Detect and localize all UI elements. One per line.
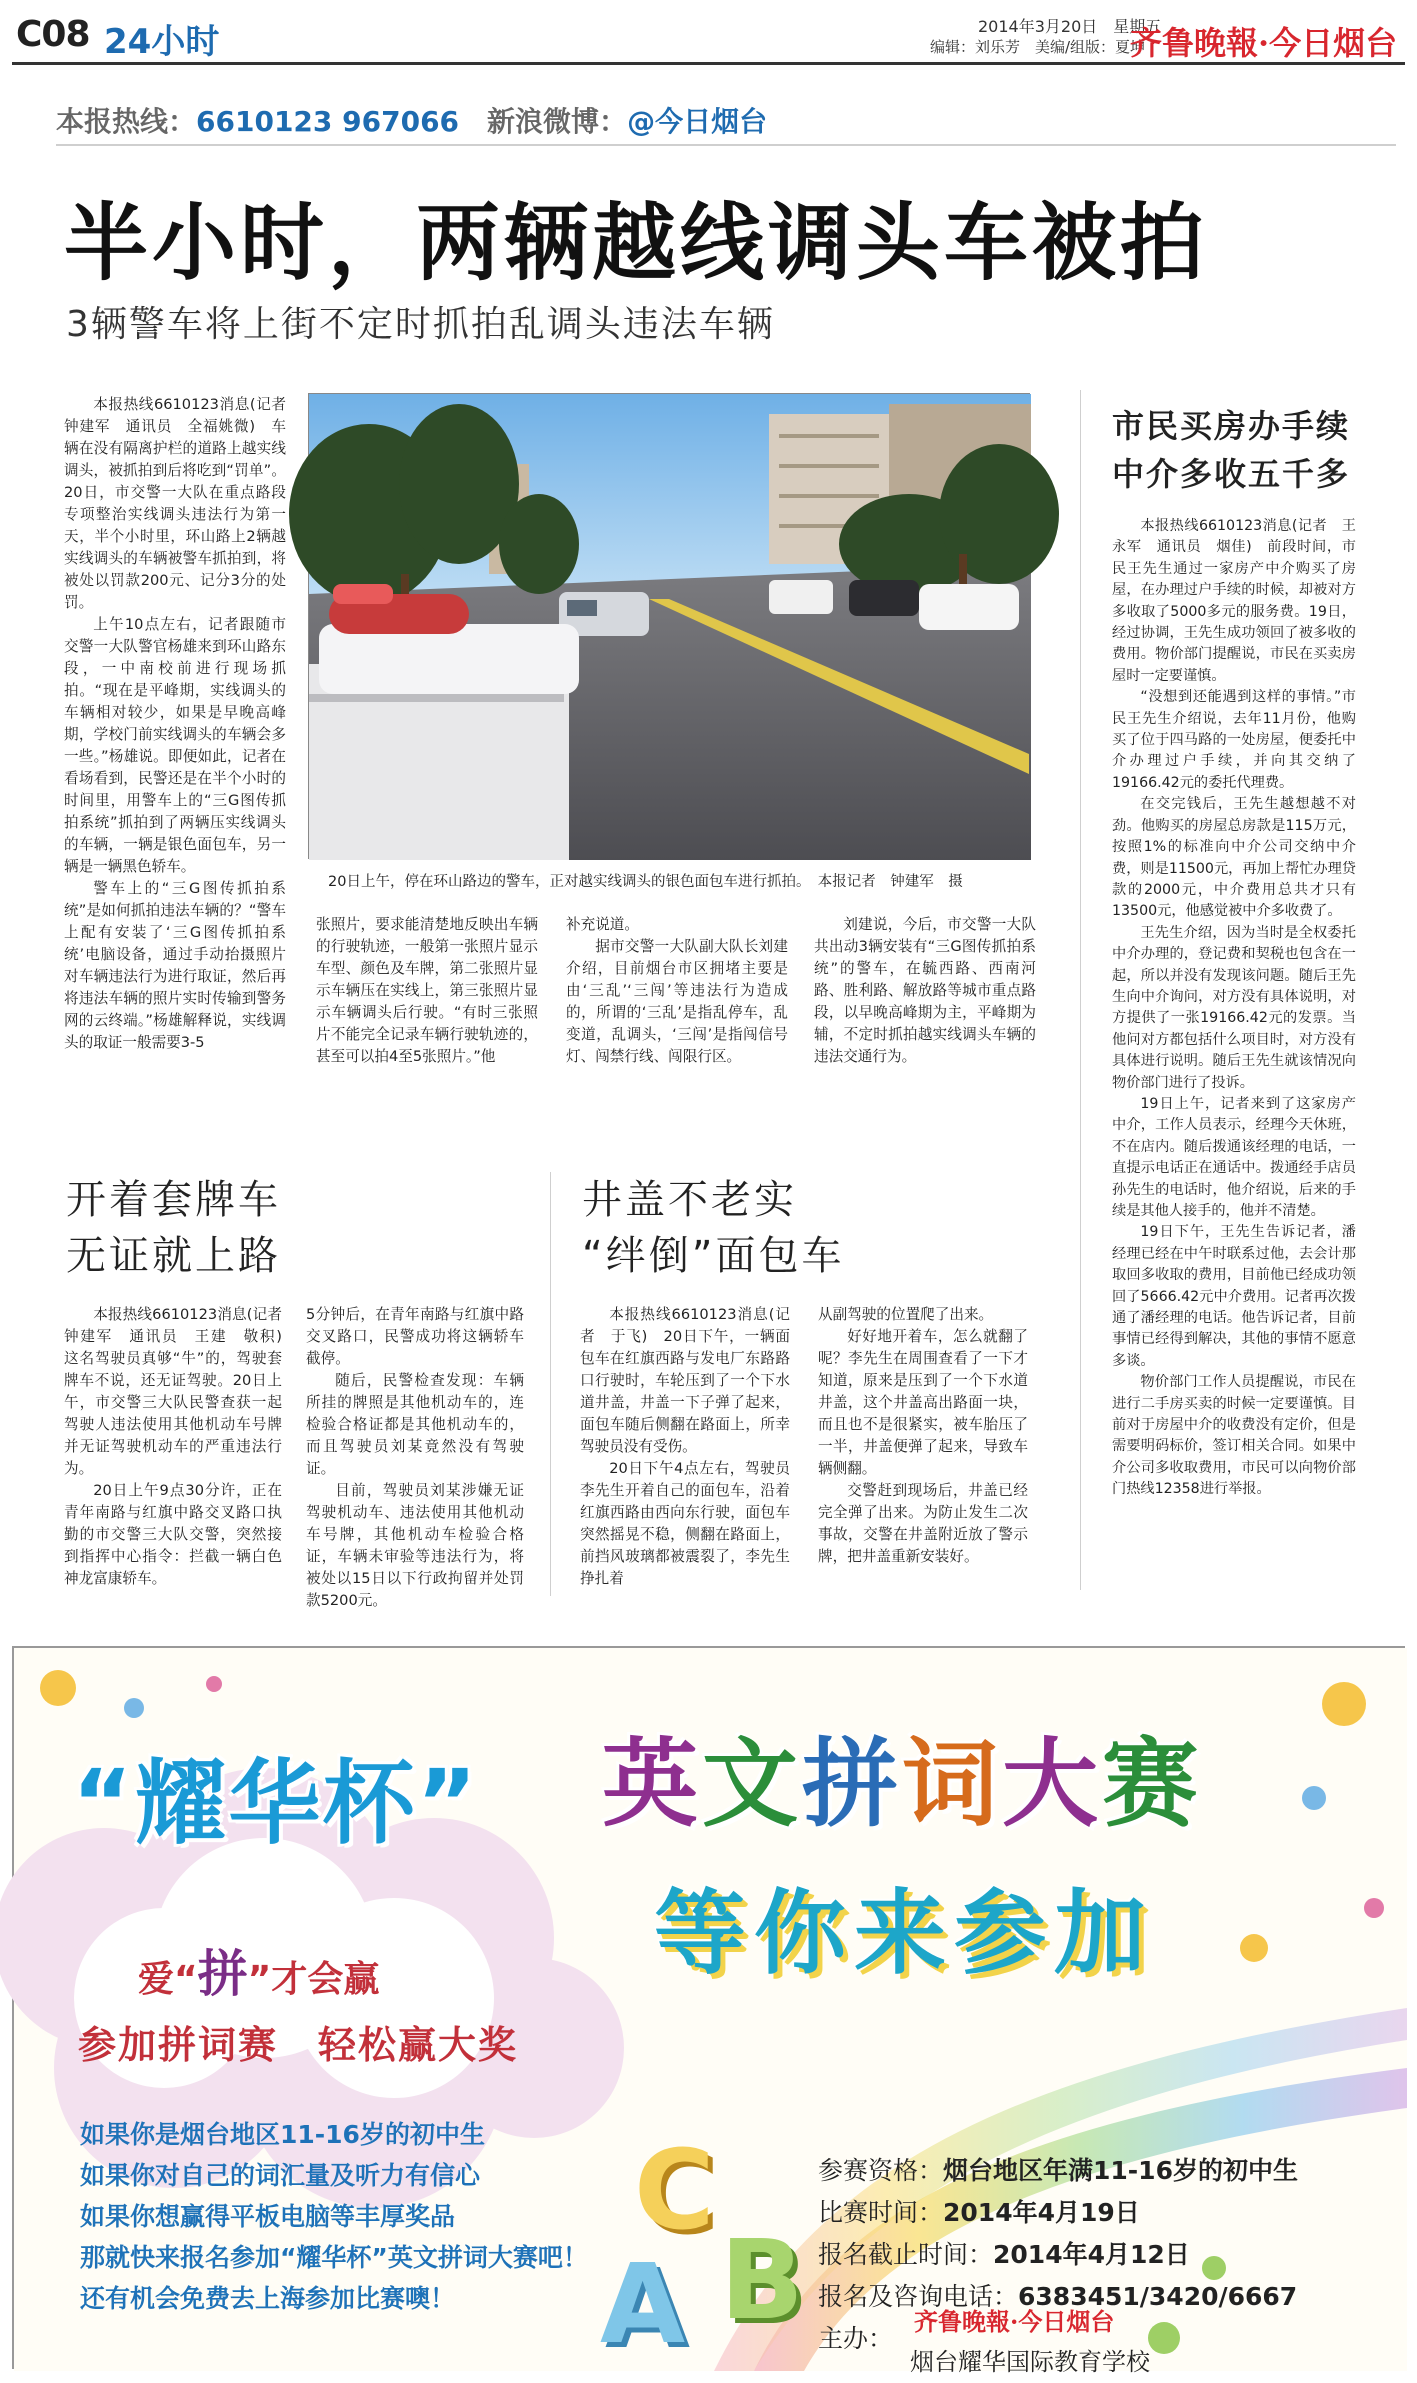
info-row: [818, 2150, 1298, 2192]
side-story-title: [1112, 402, 1350, 498]
info-value[interactable]: 6383451/3420/6667: [1018, 2282, 1298, 2311]
ad-contest-title: [602, 1708, 1202, 1845]
story3-title: [582, 1172, 844, 1284]
ad-invitation-list: [80, 2114, 588, 2319]
contest-char: 拼: [802, 1728, 902, 1840]
paragraph: 20日上午9点30分许，正在青年南路与红旗中路交叉路口执勤的市交警三大队交警，突然接到指挥中心指令：拦截一辆白色神龙富康轿车。: [64, 1482, 282, 1587]
ad-join-slogan: 等你来参加: [654, 1880, 1155, 1987]
story3-column-1: [580, 1304, 790, 1604]
staff-line: 编辑：刘乐芳 美编/组版：夏坤: [930, 38, 1146, 56]
story3-title-line-2: “绊倒”面包车: [582, 1233, 845, 1279]
column-divider: [1080, 390, 1081, 1590]
paragraph: 19日下午，王先生告诉记者，潘经理已经在中午时联系过他，去会计那取回多收取的费用，目前他已经成功领回了5666.42元中介费用。记者再次拨通了潘经理的电话。他告诉记者，目前事情已经得到解决，其他的事情不愿意多谈。: [1112, 1224, 1356, 1369]
contest-char: 大: [1002, 1728, 1102, 1840]
story2-title-line-1: 开着套牌车: [66, 1177, 281, 1223]
story3-column-2: [818, 1304, 1028, 1604]
story2-column-1: [64, 1304, 297, 1604]
contest-char: 英: [602, 1728, 702, 1840]
paragraph: 交警赶到现场后，井盖已经完全弹了出来。为防止发生二次事故，交警在井盖附近放了警示牌，把井盖重新安装好。: [818, 1482, 1028, 1565]
paragraph: 20日下午4点左右，驾驶员李先生开着自己的面包车，沿着红旗西路由西向东行驶，面包车突然摇晃不稳，侧翻在路面上，前挡风玻璃都被震裂了，李先生挣扎着: [580, 1460, 790, 1587]
story2-column-2: [306, 1304, 524, 1609]
ad-cup-name: “耀华杯”: [72, 1750, 479, 1857]
paragraph: 物价部门工作人员提醒说，市民在进行二手房买卖的时候一定要谨慎。目前对于房屋中介的收费没有定价，但是需要明码标价，签订相关合同。如果中介公司多收取费用，市民可以向物价部门热线12358进行举报。: [1112, 1374, 1356, 1498]
slogan-post: ”才会赢: [247, 1959, 380, 2000]
paragraph: 5分钟后，在青年南路与红旗中路交叉路口，民警成功将这辆轿车截停。: [306, 1306, 524, 1367]
section-title: 24小时: [104, 22, 220, 62]
side-story-body: [1112, 516, 1356, 1606]
photo-caption: 20日上午，停在环山路边的警车，正对越实线调头的银色面包车进行抓拍。 本报记者 钟建军 摄: [328, 874, 963, 890]
paragraph: “没想到还能遇到这样的事情。”市民王先生介绍说，去年11月份，他购买了位于四马路的一处房屋，便委托中介办理过户手续，并向其交纳了19166.42元的委托代理费。: [1112, 689, 1356, 791]
organizer-masthead: 齐鲁晚報·今日烟台: [914, 2307, 1115, 2336]
spelling-contest-ad: [12, 1646, 1405, 2376]
page-number: C08: [16, 14, 90, 55]
lead-subhead: 3辆警车将上街不定时抓拍乱调头违法车辆: [66, 304, 775, 345]
invitation-line: 还有机会免费去上海参加比赛噢！: [80, 2284, 456, 2313]
info-label: 报名截止时间：: [818, 2240, 994, 2269]
paragraph: 刘建说，今后，市交警一大队共出动3辆安装有“三G图传抓拍系统”的警车，在毓西路、西南河路、胜利路、解放路等城市重点路段，以早晚高峰期为主，平峰期为辅，不定时抓拍越实线调头车辆的违法交通行为。: [814, 916, 1036, 1065]
info-value: 2014年4月12日: [993, 2240, 1190, 2269]
ad-prize-slogan: 参加拼词赛 轻松赢大奖: [78, 2023, 519, 2067]
lead-column-2: [316, 914, 538, 1084]
letter-block-b: B: [720, 2216, 804, 2344]
paragraph: 张照片，要求能清楚地反映出车辆的行驶轨迹，一般第一张照片显示车型、颜色及车牌，第二张照片显示车辆压在实线上，第三张照片显示车辆调头后行驶。“有时三张照片不能完全记录车辆行驶轨迹的，甚至可以拍4至5张照片。”他: [316, 916, 538, 1065]
lead-column-3: [566, 914, 788, 1084]
contest-char: 赛: [1102, 1728, 1202, 1840]
paragraph: 上午10点左右，记者跟随市交警一大队警官杨雄来到环山路东段，一中南校前进行现场抓拍。“现在是平峰期，实线调头的车辆相对较少，如果是早晚高峰期，学校门前实线调头的车辆会多一些。”杨雄说。即便如此，记者在看场看到，民警还是在半个小时的时间里，用警车上的“三G图传抓拍系统”抓拍到了两辆压实线调头的车辆，一辆是银色面包车，另一辆是一辆黑色轿车。: [64, 616, 286, 875]
paragraph: 本报热线6610123消息(记者 王永军 通讯员 烟佳) 前段时间，市民王先生通过一家房产中介购买了房屋，在办理过户手续的时候，却被对方多收取了5000多元的服务费。19日，经过协调，王先生成功领回了被多收的费用。物价部门提醒说，市民在买卖房屋时一定要谨慎。: [1112, 518, 1356, 684]
side-title-line-1: 市民买房办手续: [1112, 407, 1351, 445]
hotline-rule: [56, 144, 1396, 146]
paragraph: 目前，驾驶员刘某涉嫌无证驾驶机动车、违法使用其他机动车号牌，其他机动车检验合格证，车辆未审验等违法行为，将被处以15日以下行政拘留并处罚款5200元。: [306, 1482, 524, 1609]
slogan-big: 拼: [197, 1945, 248, 2003]
paragraph: 19日上午，记者来到了这家房产中介，工作人员表示，经理今天休班，不在店内。随后拨通该经理的电话，一直提示电话正在通话中。拨通经手店员孙先生的电话时，他介绍说，后来的手续是其他人接手的，他并不清楚。: [1112, 1095, 1356, 1219]
paragraph: 警车上的“三G图传抓拍系统”是如何抓拍违法车辆的？“警车上配有安装了‘三G图传抓拍系统’电脑设备，通过手动抬摄照片对车辆违法行为进行取证，然后再将违法车辆的照片实时传输到警务网的云终端。”杨雄解释说，实线调头的取证一般需要3-5: [64, 880, 286, 1051]
hotline-numbers: 6610123 967066: [196, 105, 460, 138]
side-title-line-2: 中介多收五千多: [1112, 455, 1351, 493]
newspaper-masthead: 齐鲁晚報·今日烟台: [1130, 24, 1398, 62]
lead-column-1: [64, 394, 301, 1074]
info-label: 参赛资格：: [818, 2156, 944, 2185]
paragraph: 从副驾驶的位置爬了出来。: [818, 1306, 994, 1323]
info-row: [818, 2234, 1298, 2276]
ad-slogan: [138, 1934, 379, 2006]
paragraph: 好好地开着车，怎么就翻了呢？李先生在周围查看了一下才知道，原来是压到了一个下水道井盖，这个井盖高出路面一块，而且也不是很紧实，被车胎压了一半，井盖便弹了起来，导致车辆侧翻。: [818, 1328, 1028, 1477]
invitation-line: 如果你对自己的词汇量及听力有信心: [80, 2161, 481, 2190]
info-label: 报名及咨询电话：: [818, 2282, 1019, 2311]
hotline-bar: [56, 100, 767, 140]
info-value: 烟台地区年满11-16岁的初中生: [943, 2156, 1298, 2185]
letter-block-c: C: [634, 2126, 715, 2254]
info-label: 比赛时间：: [818, 2198, 944, 2227]
letter-block-a: A: [600, 2240, 686, 2368]
invitation-line: 那就快来报名参加“耀华杯”英文拼词大赛吧！: [80, 2243, 588, 2272]
paragraph: 本报热线6610123消息(记者 钟建军 通讯员 王建 敬积) 这名驾驶员真够“牛”的，驾驶套牌车不说，还无证驾驶。20日上午，市交警三大队民警查获一起驾驶人违法使用其他机动车号牌并无证驾驶机动车的严重违法行为。: [64, 1306, 297, 1477]
info-value: 2014年4月19日: [943, 2198, 1140, 2227]
story2-title: [66, 1172, 281, 1284]
contest-char: 词: [902, 1728, 1002, 1840]
paragraph: 本报热线6610123消息(记者 钟建军 通讯员 全福姚微) 车辆在没有隔离护栏的道路上越实线调头，被抓拍到后将吃到“罚单”。20日，市交警一大队在重点路段专项整治实线调头违法行为第一天，半个小时里，环山路上2辆越实线调头的车辆被警车抓拍到，将被处以罚款200元、记分3分的处罚。: [64, 396, 301, 611]
info-label: 主办：: [818, 2324, 894, 2353]
story-divider: [550, 1172, 551, 1596]
hotline-label: 本报热线：: [56, 105, 197, 138]
weibo-label: 新浪微博：: [487, 105, 628, 138]
page-header: [0, 0, 1417, 70]
info-row: [818, 2192, 1298, 2234]
contest-char: 文: [702, 1728, 802, 1840]
slogan-pre: 爱“: [138, 1959, 198, 2000]
header-rule: [12, 62, 1405, 65]
paragraph: 据市交警一大队副大队长刘建介绍，目前烟台市区拥堵主要是由‘三乱’‘三闯’等违法行为造成的，所谓的‘三乱’是指乱停车，乱变道，乱调头，‘三闯’是指闯信号灯、闯禁行线、闯限行区。: [566, 938, 788, 1065]
date-line: 2014年3月20日 星期五: [978, 17, 1162, 36]
story3-title-line-1: 井盖不老实: [582, 1177, 797, 1223]
invitation-line: 如果你想赢得平板电脑等丰厚奖品: [80, 2202, 456, 2231]
weibo-handle[interactable]: @今日烟台: [627, 105, 768, 138]
paragraph: 王先生介绍，因为当时是全权委托中介办理的，登记费和契税也包含在一起，所以并没有发现该问题。随后王先生向中介询问，对方没有具体说明，对方提供了一张19166.42元的发票。当他问对方都包括什么项目时，对方没有具体进行说明。随后王先生就该情况向物价部门进行了投诉。: [1112, 924, 1356, 1091]
paragraph: 补充说道。: [566, 916, 639, 933]
lead-headline: 半小时，两辆越线调头车被拍: [64, 194, 1209, 292]
paragraph: 在交完钱后，王先生越想越不对劲。他购买的房屋总房款是115万元，按照1%的标准向中介公司交纳中介费，则是11500元，再加上帮忙办理贷款的2000元，中介费用总共才只有13500元，他感觉被中介多收费了。: [1112, 796, 1356, 920]
lead-column-4: [814, 914, 1036, 1084]
lead-photo: [308, 393, 1030, 859]
paragraph: 随后，民警检查发现：车辆所挂的牌照是其他机动车的，连检验合格证都是其他机动车的，而且驾驶员刘某竟然没有驾驶证。: [306, 1372, 524, 1477]
invitation-line: 如果你是烟台地区11-16岁的初中生: [80, 2120, 485, 2149]
street-scene-image: [309, 394, 1031, 860]
story2-title-line-2: 无证就上路: [66, 1233, 281, 1279]
organizer-school: 烟台耀华国际教育学校: [910, 2348, 1150, 2376]
paragraph: 本报热线6610123消息(记者 于飞) 20日下午，一辆面包车在红旗西路与发电厂东路路口行驶时，车轮压到了一个下水道井盖，井盖一下子弹了起来，面包车随后侧翻在路面上，所幸驾驶员没有受伤。: [580, 1306, 790, 1455]
